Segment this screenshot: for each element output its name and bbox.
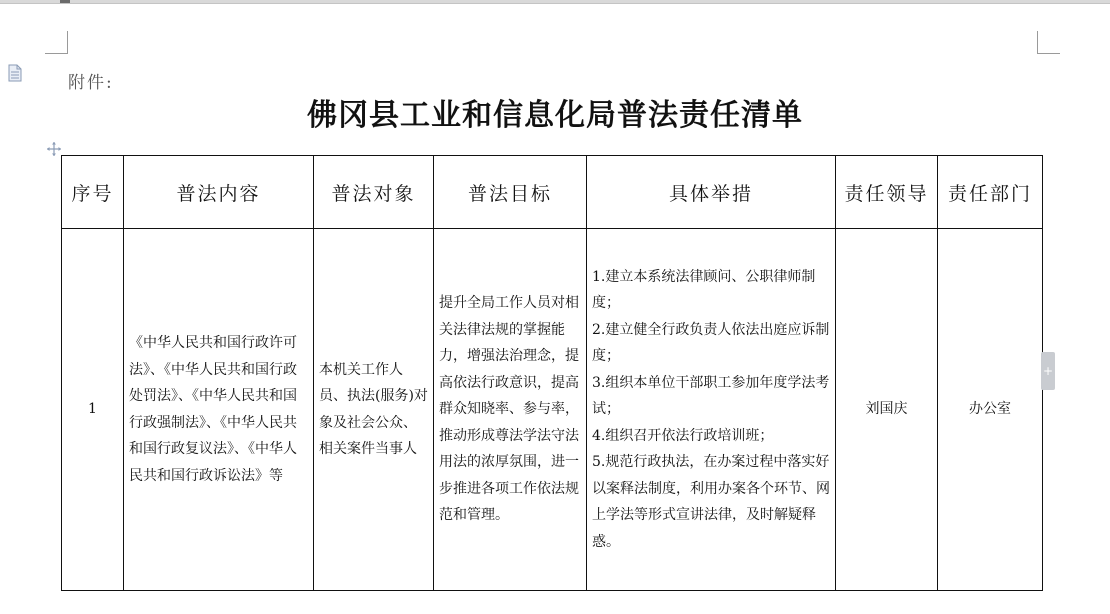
header-leader: 责任领导 — [836, 156, 938, 229]
cell-goal[interactable]: 提升全局工作人员对相关法律法规的掌握能力，增强法治理念，提高依法行政意识，提高群众知晓率、参与率，推动形成尊法学法守法用法的浓厚氛围，进一步推进各项工作依法规范和管理。 — [434, 229, 587, 591]
table-row — [62, 229, 1043, 591]
cell-measures[interactable] — [587, 229, 836, 591]
cell-index[interactable]: 1 — [62, 229, 124, 591]
page-margin-corner-right — [1037, 31, 1060, 54]
measure-item: 2.建立健全行政负责人依法出庭应诉制度； — [592, 321, 830, 365]
header-measures: 具体举措 — [587, 156, 836, 229]
cell-department[interactable]: 办公室 — [938, 229, 1043, 591]
ruler-marker — [60, 0, 70, 3]
attachment-label: 附件: — [68, 73, 114, 93]
cell-content[interactable]: 《中华人民共和国行政许可法》、《中华人民共和国行政处罚法》、《中华人民共和国行政强制法》、《中华人民共和国行政复议法》、《中华人民共和国行政诉讼法》等 — [124, 229, 314, 591]
cell-leader[interactable]: 刘国庆 — [836, 229, 938, 591]
header-goal: 普法目标 — [434, 156, 587, 229]
responsibility-table — [61, 155, 1043, 591]
page-margin-corner-left — [45, 31, 68, 54]
table-header-row — [62, 156, 1043, 229]
document-icon[interactable] — [7, 64, 23, 82]
cell-target[interactable]: 本机关工作人员、执法(服务)对象及社会公众、相关案件当事人 — [314, 229, 434, 591]
side-expand-handle[interactable]: + — [1041, 352, 1055, 390]
table-move-handle-icon[interactable] — [46, 141, 62, 157]
header-index: 序号 — [62, 156, 124, 229]
header-content: 普法内容 — [124, 156, 314, 229]
window-top-edge — [0, 0, 1110, 4]
measure-item: 1.建立本系统法律顾问、公职律师制度； — [592, 268, 816, 312]
page-title: 佛冈县工业和信息化局普法责任清单 — [307, 98, 803, 133]
measure-item: 3.组织本单位干部职工参加年度学法考试； — [592, 374, 830, 418]
header-target: 普法对象 — [314, 156, 434, 229]
measure-item: 4.组织召开依法行政培训班； — [592, 427, 774, 444]
measure-item: 5.规范行政执法，在办案过程中落实好以案释法制度，利用办案各个环节、网上学法等形式宣讲法律，及时解疑释惑。 — [592, 454, 830, 550]
header-department: 责任部门 — [938, 156, 1043, 229]
